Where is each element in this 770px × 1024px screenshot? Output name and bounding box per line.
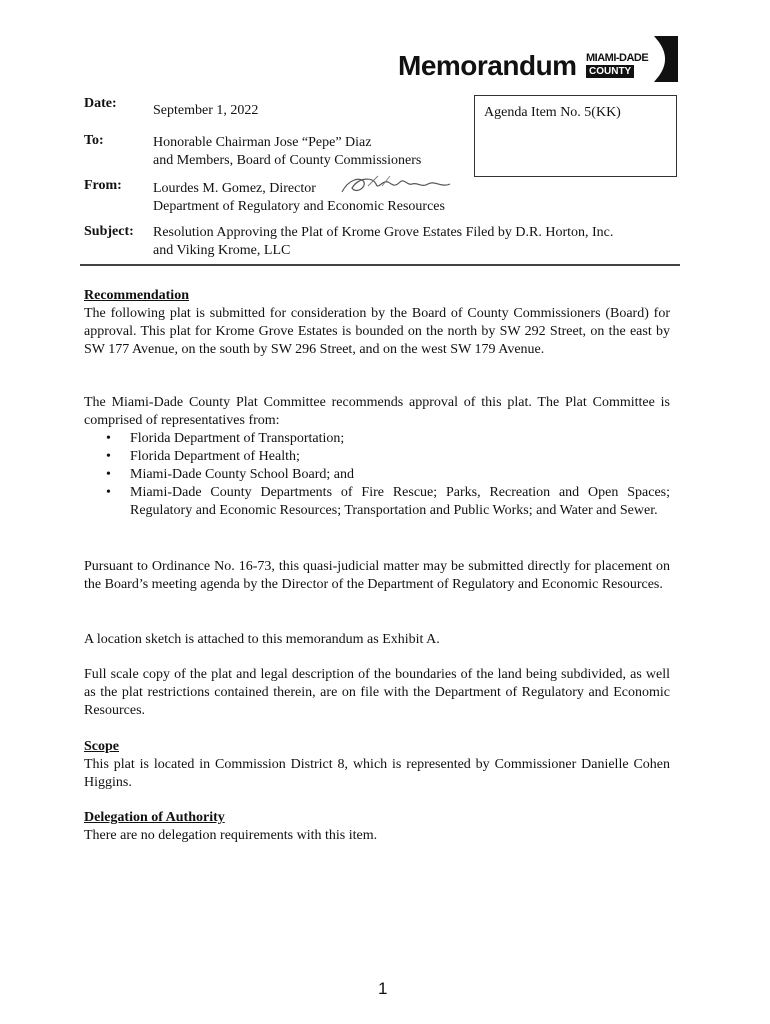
committee-list	[84, 430, 670, 520]
director-signature	[338, 172, 454, 198]
agenda-item-number: Agenda Item No. 5(KK)	[484, 105, 621, 120]
subject-line1: Resolution Approving the Plat of Krome Grove Estates Filed by D.R. Horton, Inc.	[153, 225, 614, 240]
recommendation-para4: A location sketch is attached to this memorandum as Exhibit A.	[84, 632, 440, 647]
from-label: From:	[84, 178, 122, 193]
recommendation-para3: Pursuant to Ordinance No. 16-73, this quasi-judicial matter may be submitted directly for placement on the Board’s meeting agenda by the Director of the Department of Regulatory and Economic Resources.	[84, 559, 670, 592]
subject-line2: and Viking Krome, LLC	[153, 243, 291, 258]
date-label: Date:	[84, 96, 117, 111]
delegation-heading: Delegation of Authority	[84, 810, 225, 825]
bullet-icon: •	[106, 431, 111, 446]
logo-line2: COUNTY	[586, 65, 634, 78]
header-divider	[80, 264, 680, 266]
to-label: To:	[84, 133, 104, 148]
date-value: September 1, 2022	[153, 103, 259, 118]
recommendation-para1: The following plat is submitted for consideration by the Board of County Commissioners (Board) for approval. This plat for Krome Grove Estates is bounded on the north by SW 292 Street, on the east by SW 177 Avenue, on the south by SW 296 Street, and on the west SW 179 Avenue.	[84, 306, 670, 357]
subject-label: Subject:	[84, 224, 134, 239]
from-line2: Department of Regulatory and Economic Resources	[153, 199, 445, 214]
list-item: • Miami-Dade County School Board; and	[106, 467, 354, 482]
scope-heading: Scope	[84, 739, 119, 754]
scope-section	[84, 738, 670, 792]
agenda-item-box	[474, 95, 677, 177]
from-line1: Lourdes M. Gomez, Director	[153, 181, 316, 196]
bullet-icon: •	[106, 449, 111, 464]
bullet-icon: •	[106, 485, 111, 500]
to-line2: and Members, Board of County Commissioners	[153, 153, 422, 168]
recommendation-heading: Recommendation	[84, 288, 189, 303]
delegation-section	[84, 809, 670, 845]
list-item: • Florida Department of Transportation;	[106, 431, 345, 446]
logo-line1: MIAMI-DADE	[586, 52, 649, 64]
delegation-text: There are no delegation requirements with this item.	[84, 828, 378, 843]
scope-text: This plat is located in Commission District 8, which is represented by Commissioner Danielle Cohen Higgins.	[84, 757, 670, 790]
memo-title: Memorandum	[398, 50, 577, 81]
list-item: • Florida Department of Health;	[106, 449, 300, 464]
page-number: 1	[378, 979, 388, 998]
miami-dade-logo	[586, 36, 678, 82]
to-recipient	[153, 134, 421, 170]
list-item: • Miami-Dade County Departments of Fire Rescue; Parks, Recreation and Open Spaces; Regulatory and Economic Resources; Transportation and Public Works; and Water and Sewer.	[106, 485, 670, 518]
recommendation-section	[84, 287, 670, 359]
to-line1: Honorable Chairman Jose “Pepe” Diaz	[153, 135, 372, 150]
recommendation-para2: The Miami-Dade County Plat Committee recommends approval of this plat. The Plat Committee is comprised of representatives from:	[84, 395, 670, 428]
subject-text	[153, 224, 673, 260]
bullet-icon: •	[106, 467, 111, 482]
recommendation-para5: Full scale copy of the plat and legal description of the boundaries of the land being subdivided, as well as the plat restrictions contained therein, are on file with the Department of Regulatory and Economic Resources.	[84, 667, 670, 718]
